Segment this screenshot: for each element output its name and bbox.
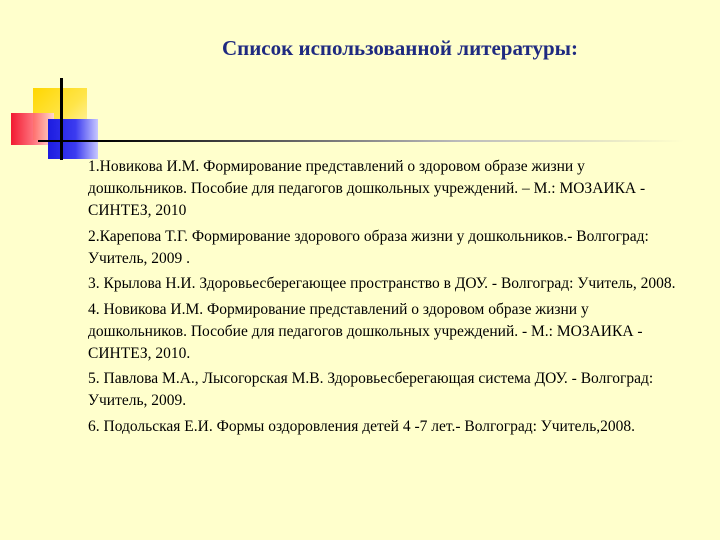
reference-item: 5. Павлова М.А., Лысогорская М.В. Здоровьесберегающая система ДОУ. - Волгоград: Учитель, 2009. [88, 370, 654, 409]
decorative-blue-square [48, 119, 98, 159]
reference-item: 4. Новикова И.М. Формирование представлений о здоровом образе жизни у дошкольников. Пособие для педагогов дошкольных учреждений. - М.: МОЗАИКА - СИНТЕЗ, 2010. [88, 300, 643, 362]
decorative-horizontal-line [38, 140, 684, 142]
reference-item: 1.Новикова И.М. Формирование представлений о здоровом образе жизни у дошкольников. Пособие для педагогов дошкольных учреждений. – М.: МОЗАИКА - СИНТЕЗ, 2010 [88, 158, 646, 219]
decorative-vertical-line [60, 78, 63, 160]
reference-list [88, 156, 684, 441]
reference-item: 6. Подольская Е.И. Формы оздоровления детей 4 -7 лет.- Волгоград: Учитель,2008. [88, 417, 636, 435]
slide-title: Список использованной литературы: [221, 36, 579, 60]
reference-item: 2.Карепова Т.Г. Формирование здорового образа жизни у дошкольников.- Волгоград: Учитель, 2009 . [88, 227, 649, 267]
reference-item: 3. Крылова Н.И. Здоровьесберегающее пространство в ДОУ. - Волгоград: Учитель, 2008. [88, 275, 676, 292]
